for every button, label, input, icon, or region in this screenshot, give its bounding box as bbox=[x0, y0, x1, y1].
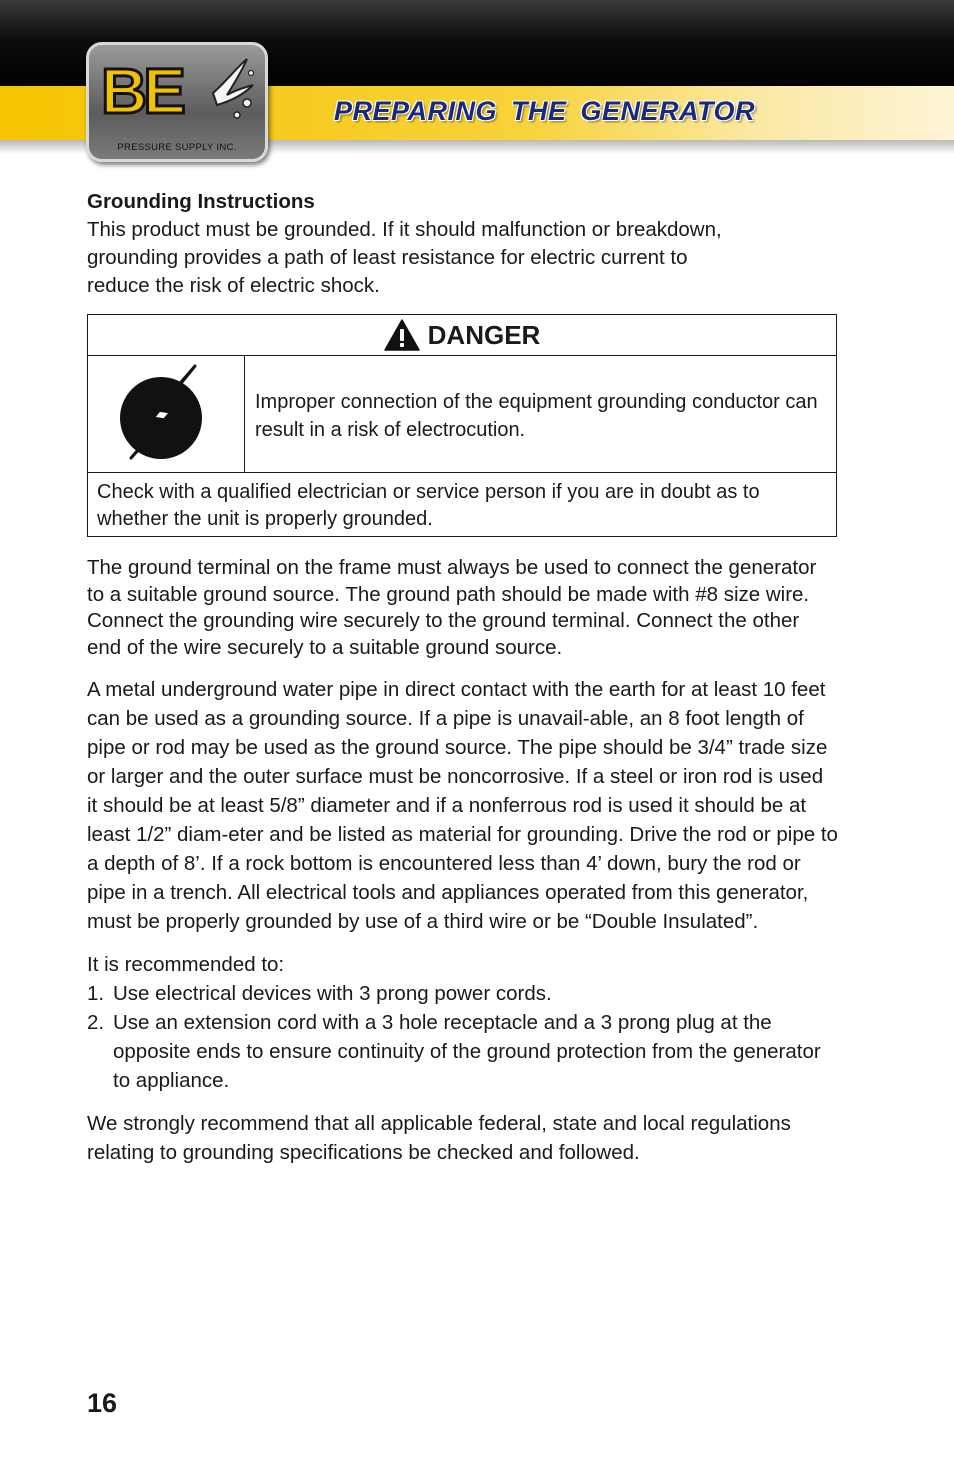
danger-notice bbox=[87, 314, 837, 537]
grounding-intro-line-2: grounding provides a path of least resistance for electric current to bbox=[87, 246, 688, 269]
list-item bbox=[87, 1008, 839, 1095]
grounding-intro-line-3: reduce the risk of electric shock. bbox=[87, 274, 380, 297]
list-item-text: Use an extension cord with a 3 hole receptacle and a 3 prong plug at the opposite ends to ensure continuity of the ground protection from the generator to appliance. bbox=[113, 1011, 821, 1092]
list-item-number: 2. bbox=[87, 1011, 105, 1034]
list-item-number: 1. bbox=[87, 982, 105, 1005]
page-content bbox=[87, 188, 839, 1167]
hazard-icon-cell bbox=[88, 356, 245, 472]
logo-mark: BE bbox=[101, 55, 182, 127]
regulations-paragraph: We strongly recommend that all applicable federal, state and local regulations relating to grounding specifications be checked and followed. bbox=[87, 1112, 791, 1164]
danger-advice: Check with a qualified electrician or service person if you are in doubt as to whether the unit is properly grounded. bbox=[97, 481, 760, 530]
list-item-text: Use electrical devices with 3 prong power cords. bbox=[113, 982, 552, 1005]
electric-shock-icon bbox=[111, 362, 221, 466]
page-header bbox=[0, 0, 954, 160]
water-pipe-paragraph: A metal underground water pipe in direct contact with the earth for at least 10 feet can be used as a grounding source. If a pipe is unavail-able, an 8 foot length of pipe or rod may be used as the ground source. The pipe should be 3/4” trade size or larger and the outer surface must be noncorrosive. If a steel or iron rod is used it should be at least 5/8” diameter and if a nonferrous rod is used it should be at least 1/2” diam-eter and be listed as material for grounding. Drive the rod or pipe to a depth of 8’. If a rock bottom is encountered less than 4’ down, bury the rod or pipe in a trench. All electrical tools and appliances operated from this generator, must be properly grounded by use of a third wire or be “Double Insulated”. bbox=[87, 678, 838, 933]
warning-triangle-icon bbox=[384, 319, 420, 351]
grounding-heading: Grounding Instructions bbox=[87, 190, 315, 213]
list-item bbox=[87, 979, 839, 1008]
company-logo bbox=[86, 42, 268, 162]
danger-hazard-row bbox=[88, 356, 836, 473]
section-title: PREPARING THE GENERATOR bbox=[334, 96, 756, 126]
danger-header bbox=[88, 315, 836, 356]
ground-terminal-paragraph: The ground terminal on the frame must always be used to connect the generator to a suitable ground source. The ground path should be made with #8 size wire. Connect the grounding wire securely to the ground terminal. Connect the other end of the wire securely to a suitable ground source. bbox=[87, 556, 817, 659]
page-number: 16 bbox=[87, 1388, 118, 1418]
danger-label: DANGER bbox=[427, 320, 541, 350]
hazard-text: Improper connection of the equipment grounding conductor can result in a risk of electrocution. bbox=[255, 391, 818, 441]
recommend-intro: It is recommended to: bbox=[87, 953, 285, 976]
recommendation-list bbox=[87, 979, 839, 1095]
logo-subtitle: PRESSURE SUPPLY INC. bbox=[117, 142, 237, 153]
grounding-intro-line-1: This product must be grounded. If it should malfunction or breakdown, bbox=[87, 218, 722, 241]
splash-icon bbox=[207, 53, 257, 133]
